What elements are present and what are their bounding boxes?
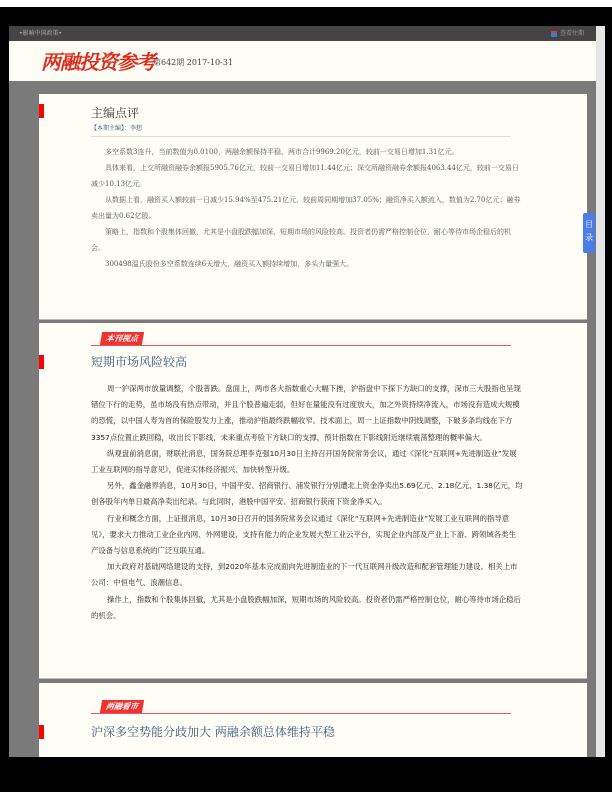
editor-line: 【本期主编】：李想: [91, 125, 143, 132]
section-marker: [39, 104, 44, 118]
history-label: 查看往期: [559, 30, 584, 37]
section-tag: 两融看市: [100, 700, 144, 713]
top-band: [0, 0, 612, 7]
section-title: 主编点评: [91, 106, 140, 120]
paragraph: 多空系数3连升，当前数值为0.0100，两融余额保持平稳，两市合计9969.20亿元，较前一交易日增加1.31亿元。: [105, 148, 459, 156]
paragraph: 纵观盘前消息面，财联社消息，国务院总理李克强10月30日主持召开国务院常务会议，通过《深化“互联网+先进制造业”发展工业互联网的指导意见》，促进实体经济振兴、加快转型升级。: [91, 448, 517, 475]
paragraph: 行业和概念方面，上证报消息，10月30日召开的国务院常务会议通过《深化“互联网+先进制造业”发展工业互联网的指导意见》，要求大力推动工业企业内网、外网建设，支持有能力的企业发展大型工业云平台，实现企业内部及产业上下游、跨领域各类生产设备与信息系统的广泛互联互通。: [91, 513, 516, 556]
top-bar: [9, 26, 596, 41]
paragraph: 策略上，指数和个股集体回撤，尤其是小盘股跌幅加深，短期市场的风险较高。投资者仍需严格控制仓位，耐心等待市场企稳后的机会。: [91, 228, 511, 252]
editor-review-section: [39, 94, 587, 320]
masthead: [9, 41, 596, 81]
tag-rule: [91, 713, 511, 714]
newsletter-window: [9, 26, 596, 757]
table-of-contents-button[interactable]: [583, 213, 595, 253]
logo: 两融投资参考: [41, 50, 155, 74]
paragraph: 另外，鑫金融界消息，10月30日，中国平安、招商银行、浦发银行分别遭北上资金净卖出5.69亿元、2.18亿元、1.38亿元，均创各股年内单日最高净卖出纪录。与此同时，港股中国平安、招商银行获南下资金净买入。: [91, 481, 523, 507]
tag-rule: [91, 345, 511, 346]
article-title[interactable]: 沪深多空势能分歧加大 两融余额总体维持平稳: [91, 725, 335, 739]
paragraph: 具体来看，上交所融资融券余额报5905.76亿元，较前一交易日增加11.44亿元；深交所融资融券余额报4063.44亿元，较前一交易日减少10.13亿元。: [91, 164, 519, 188]
paragraph: 300498温氏股份多空系数连续6天增大，融资买入额持续增加，多头力量强大。: [105, 260, 354, 268]
market-section: [39, 683, 587, 757]
scrollbar-track[interactable]: [596, 26, 605, 757]
viewpoint-body: [91, 381, 523, 624]
calendar-icon: [551, 31, 557, 37]
article-title[interactable]: 短期市场风险较高: [91, 355, 188, 369]
view-past-issues-link[interactable]: [551, 26, 584, 41]
editor-review-body: [91, 144, 521, 272]
divider: [91, 136, 511, 137]
section-marker: [39, 355, 44, 369]
section-marker: [39, 725, 44, 739]
toc-label: 目: [585, 220, 593, 229]
paragraph: 从数据上看，融资买入额较前一日减少15.94%至475.21亿元，较前周同期增加37.05%；融资净买入额流入，数值为2.70亿元；融券卖出量为0.62亿股。: [91, 196, 521, 220]
paragraph: 周一沪深两市放量调整，个股普跌。盘面上，两市各大指数重心大幅下挫，沪指盘中下探下方缺口的支撑，深市三大股指也呈现错位下行的走势，虽市场没有热点带动，并且个股普遍走弱，但好在量能没有过度放大，加之外资持续净流入，市场没有造成大规模的恐慌，以中国人寿为首的保险股发力上涨，推动沪指最终跌幅收窄。技术面上，周一上证指数中阴线调整，下破多条均线在下方3357点位置止跌回稳，收出长下影线，未来重点考验下方缺口的支撑，预计指数在下影线附近继续震荡整理的概率偏大。: [91, 384, 521, 442]
slogan: •影响中国政策•: [19, 30, 63, 37]
toc-label: 录: [585, 233, 593, 242]
issue-info: 第642期 2017-10-31: [153, 58, 233, 67]
viewpoint-section: [39, 323, 587, 679]
paragraph: 操作上，指数和个股集体回撤，尤其是小盘股跌幅加深，短期市场的风险较高。投资者仍需严格控制仓位，耐心等待市场企稳后的机会。: [91, 594, 521, 620]
section-tag: 本刊视点: [100, 332, 144, 345]
paragraph: 加大政府对基础网络建设的支持，到2020年基本完成面向先进制造业的下一代互联网升级改造和配套管理能力建设。相关上市公司：中恒电气、浪潮信息。: [91, 562, 518, 588]
